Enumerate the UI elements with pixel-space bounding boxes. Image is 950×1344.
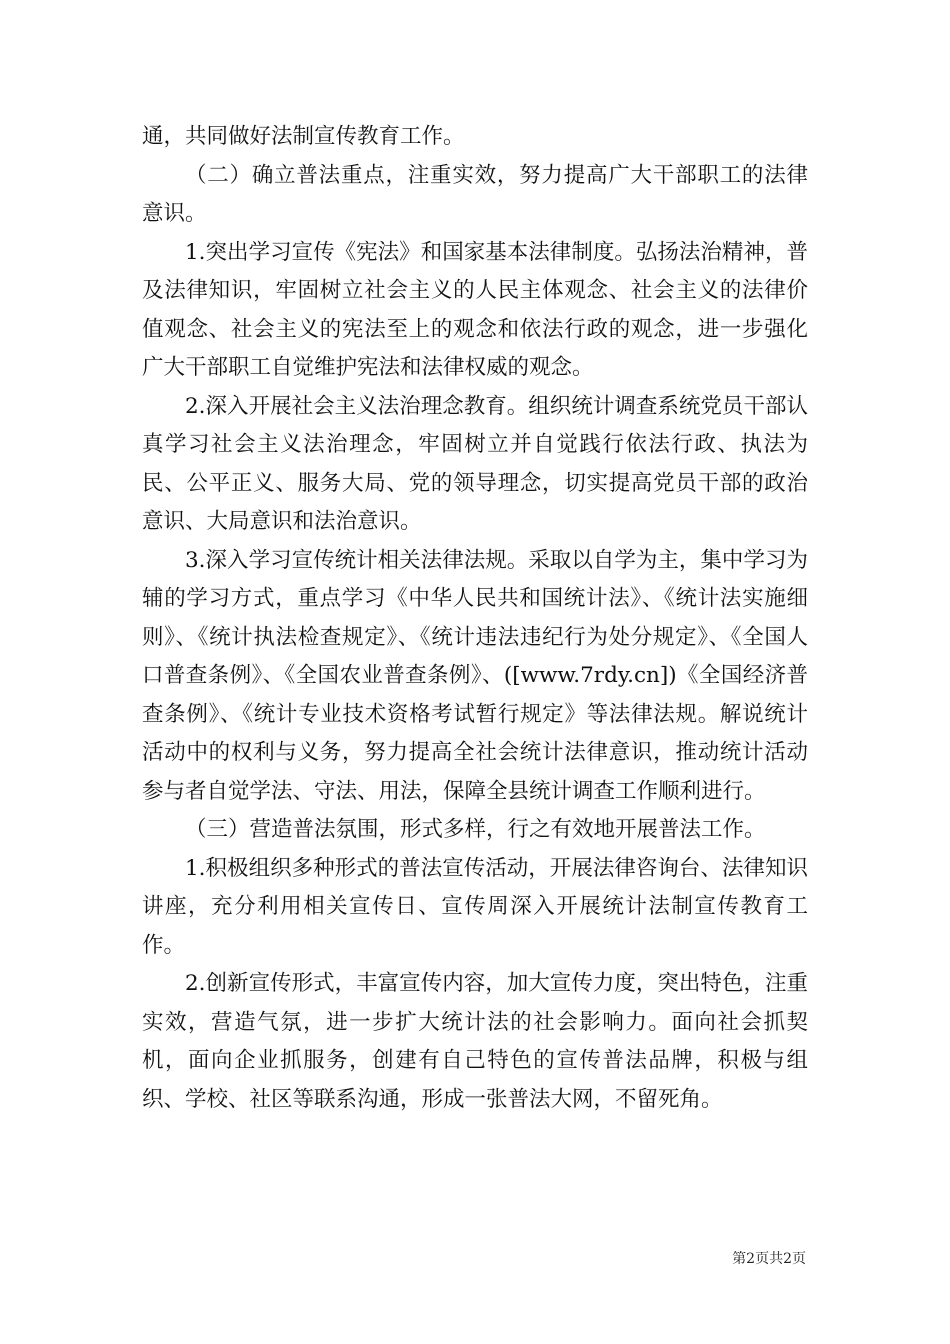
document-body — [142, 118, 808, 1119]
paragraph-item-3: 3.深入学习宣传统计相关法律法规。采取以自学为主，集中学习为辅的学习方式，重点学习《中华人民共和国统计法》、《统计法实施细则》、《统计执法检查规定》、《统计违法违纪行为处分规定》、《全国人口普查条例》、《全国农业普查条例》、([www.7rdy.cn])《全国经济普查条例》、《统计专业技术资格考试暂行规定》等法律法规。解说统计活动中的权利与义务，努力提高全社会统计法律意识，推动统计活动参与者自觉学法、守法、用法，保障全县统计调查工作顺利进行。 — [142, 547, 808, 804]
paragraph-item-1b: 1.积极组织多种形式的普法宣传活动，开展法律咨询台、法律知识讲座，充分利用相关宣传日、宣传周深入开展统计法制宣传教育工作。 — [142, 855, 808, 958]
paragraph-item-2: 2.深入开展社会主义法治理念教育。组织统计调查系统党员干部认真学习社会主义法治理念，牢固树立并自觉践行依法行政、执法为民、公平正义、服务大局、党的领导理念，切实提高党员干部的政治意识、大局意识和法治意识。 — [142, 393, 808, 534]
paragraph-item-2b: 2.创新宣传形式，丰富宣传内容，加大宣传力度，突出特色，注重实效，营造气氛，进一步扩大统计法的社会影响力。面向社会抓契机，面向企业抓服务，创建有自己特色的宣传普法品牌，积极与组织、学校、社区等联系沟通，形成一张普法大网，不留死角。 — [142, 971, 808, 1112]
paragraph-item-1: 1.突出学习宣传《宪法》和国家基本法律制度。弘扬法治精神，普及法律知识，牢固树立社会主义的人民主体观念、社会主义的法律价值观念、社会主义的宪法至上的观念和依法行政的观念，进一步强化广大干部职工自觉维护宪法和法律权威的观念。 — [142, 239, 808, 380]
section-heading-2: （二）确立普法重点，注重实效，努力提高广大干部职工的法律意识。 — [142, 162, 808, 226]
page-number: 第2页共2页 — [732, 1251, 806, 1267]
section-heading-3: （三）营造普法氛围，形式多样，行之有效地开展普法工作。 — [185, 817, 766, 842]
paragraph-continuation: 通，共同做好法制宣传教育工作。 — [142, 124, 465, 149]
